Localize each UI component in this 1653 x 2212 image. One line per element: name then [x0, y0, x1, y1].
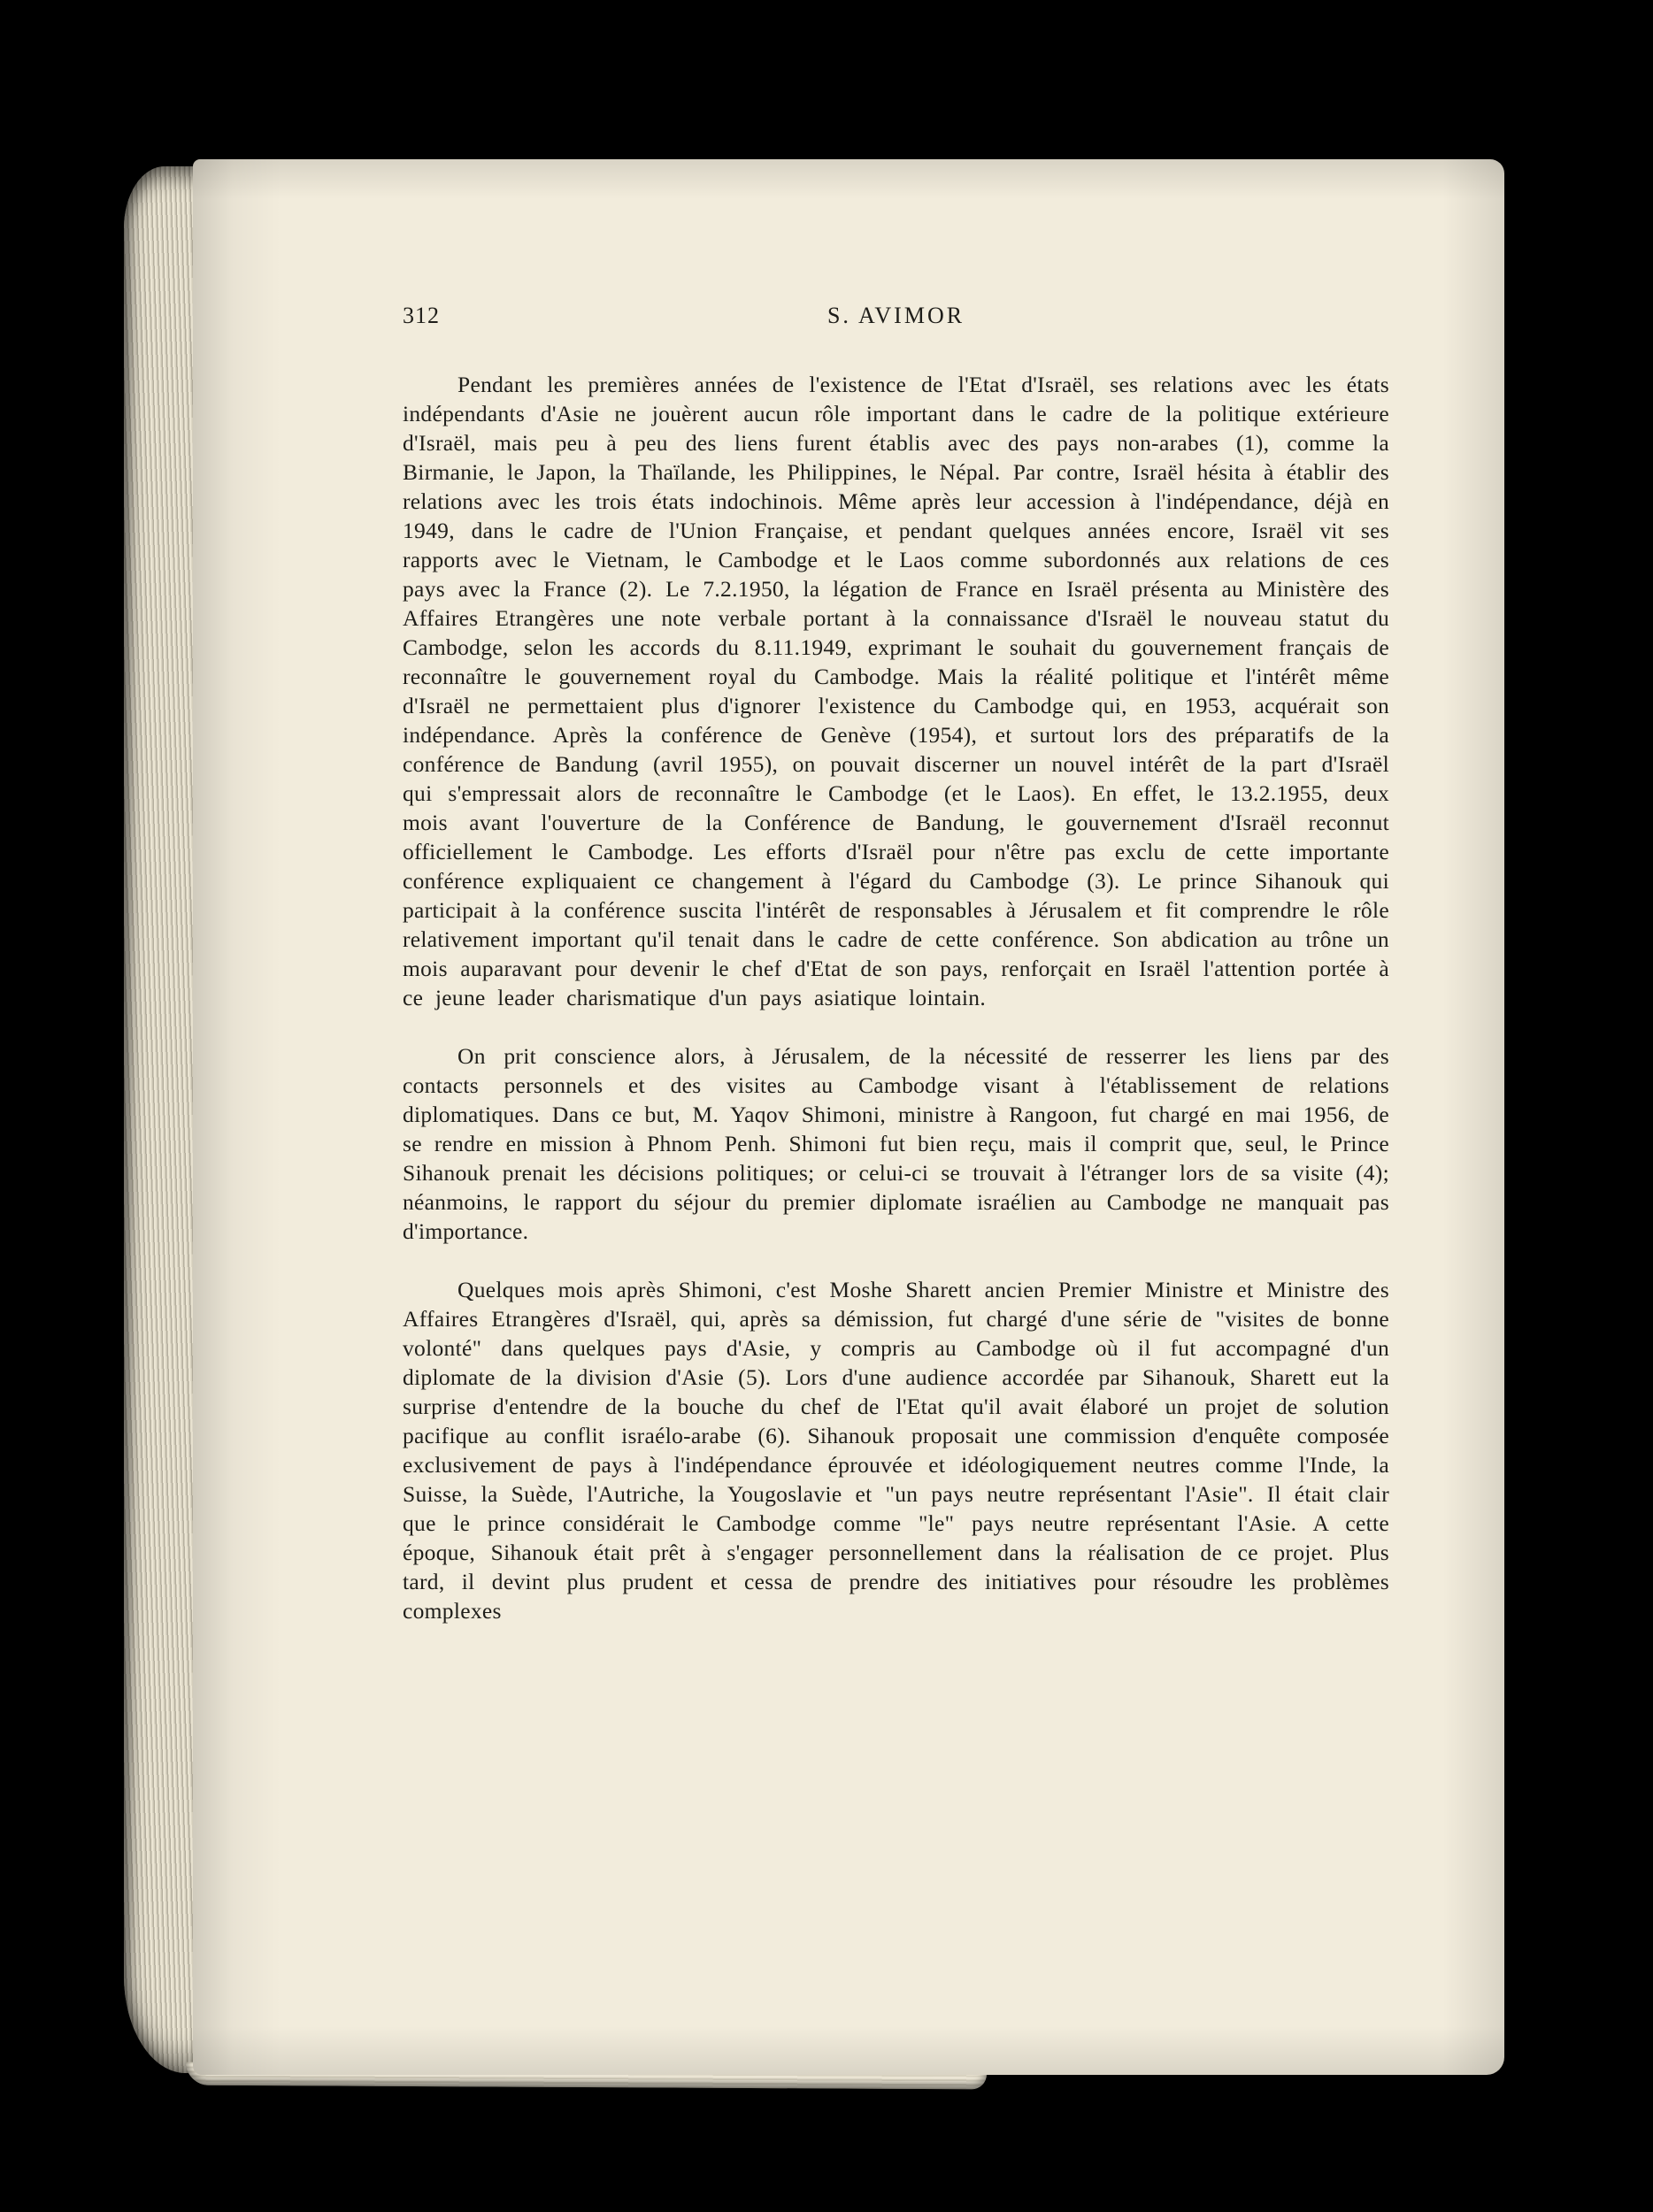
paragraph: Quelques mois après Shimoni, c'est Moshe Sharett ancien Premier Ministre et Ministre des Affaires Etrangères d'Israël, qui, après sa démission, fut chargé d'une série de "visites de bonne volonté" dans quelques pays d'Asie, y compris au Cambodge où il fut accompagné d'un diplomate de la division d'Asie (5). Lors d'une audience accordée par Sihanouk, Sharett eut la surprise d'entendre de la bouche du chef de l'Etat qu'il avait élaboré un projet de solution pacifique au conflit israélo-arabe (6). Sihanouk proposait une commission d'enquête composée exclusivement de pays à l'indépendance éprouvée et idéologiquement neutres comme l'Inde, la Suisse, la Suède, l'Autriche, la Yougoslavie et "un pays neutre représentant l'Asie". Il était clair que le prince considérait le Cambodge comme "le" pays neutre représentant l'Asie. A cette époque, Sihanouk était prêt à s'engager personnellement dans la réalisation de ce projet. Plus tard, il devint plus prudent et cessa de prendre des initiatives pour résoudre les problèmes complexes	[403, 1277, 1389, 1624]
book-page	[193, 159, 1504, 2075]
paragraph: On prit conscience alors, à Jérusalem, de la nécessité de resserrer les liens par des contacts personnels et des visites au Cambodge visant à l'établissement de relations diplomatiques. Dans ce but, M. Yaqov Shimoni, ministre à Rangoon, fut chargé en mai 1956, de se rendre en mission à Phnom Penh. Shimoni fut bien reçu, mais il comprit que, seul, le Prince Sihanouk prenait les décisions politiques; or celui-ci se trouvait à l'étranger lors de sa visite (4); néanmoins, le rapport du séjour du premier diplomate israélien au Cambodge ne manquait pas d'importance.	[403, 1043, 1389, 1244]
paragraph: Pendant les premières années de l'existence de l'Etat d'Israël, ses relations avec les états indépendants d'Asie ne jouèrent aucun rôle important dans le cadre de la politique extérieure d'Israël, mais peu à peu des liens furent établis avec des pays non-arabes (1), comme la Birmanie, le Japon, la Thaïlande, les Philippines, le Népal. Par contre, Israël hésita à établir des relations avec les trois états indochinois. Même après leur accession à l'indépendance, déjà en 1949, dans le cadre de l'Union Française, et pendant quelques années encore, Israël vit ses rapports avec le Vietnam, le Cambodge et le Laos comme subordonnés aux relations de ces pays avec la France (2). Le 7.2.1950, la légation de France en Israël présenta au Ministère des Affaires Etrangères une note verbale portant à la connaissance d'Israël le nouveau statut du Cambodge, selon les accords du 8.11.1949, exprimant le souhait du gouvernement français de reconnaître le gouvernement royal du Cambodge. Mais la réalité politique et l'intérêt même d'Israël ne permettaient plus d'ignorer l'existence du Cambodge qui, en 1953, acquérait son indépendance. Après la conférence de Genève (1954), et surtout lors des préparatifs de la conférence de Bandung (avril 1955), on pouvait discerner un nouvel intérêt de la part d'Israël qui s'empressait alors de reconnaître le Cambodge (et le Laos). En effet, le 13.2.1955, deux mois avant l'ouverture de la Conférence de Bandung, le gouvernement d'Israël reconnut officiellement le Cambodge. Les efforts d'Israël pour n'être pas exclu de cette importante conférence expliquaient ce changement à l'égard du Cambodge (3). Le prince Sihanouk qui participait à la conférence suscita l'intérêt de responsables à Jérusalem et fit comprendre le rôle relativement important qu'il tenait dans le cadre de cette conférence. Son abdication au trône un mois auparavant pour devenir le chef d'Etat de son pays, renforçait en Israël l'attention portée à ce jeune leader charismatique d'un pays asiatique lointain.	[403, 372, 1389, 1010]
scanned-book-page	[124, 159, 1504, 2075]
page-number: 312	[403, 303, 440, 328]
running-header: S. AVIMOR	[826, 303, 965, 328]
page-body	[403, 370, 1389, 1625]
page-header	[403, 303, 1389, 333]
